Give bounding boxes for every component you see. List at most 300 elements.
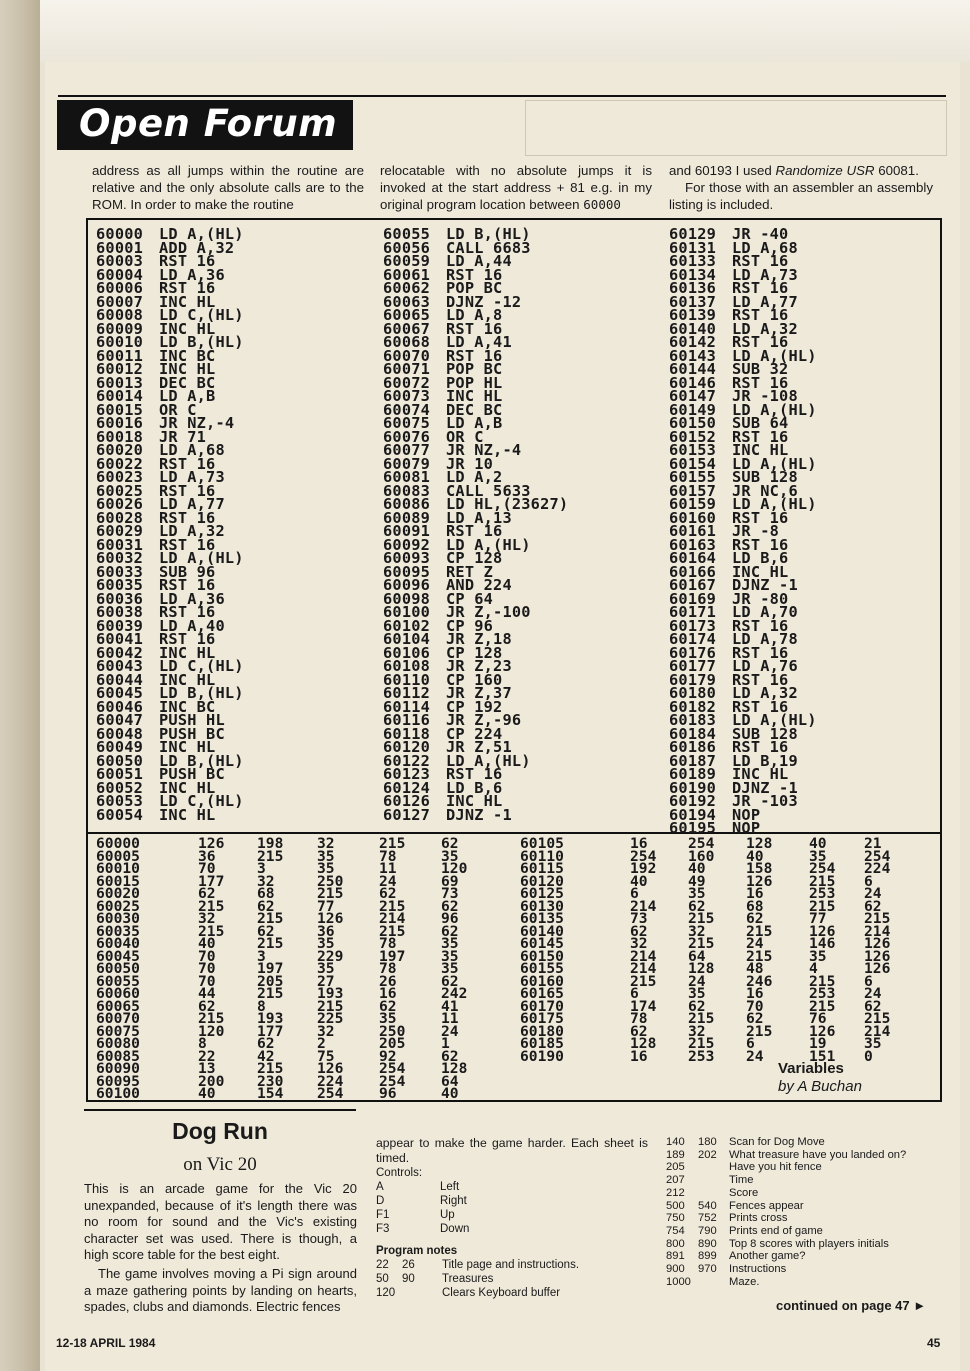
data-address: 60080 <box>96 1035 140 1052</box>
data-byte: 4 <box>809 960 818 977</box>
listing-instruction: JR Z,-100 <box>446 603 531 621</box>
data-address: 60180 <box>520 1022 564 1040</box>
note-line-end: 752 <box>698 1212 717 1225</box>
control-key: A <box>376 1181 384 1193</box>
note-text: Instructions <box>729 1263 787 1276</box>
data-byte: 174 <box>630 997 657 1015</box>
listing-instruction: RST 16 <box>732 697 789 716</box>
data-byte: 62 <box>688 997 706 1015</box>
data-byte: 215 <box>317 997 344 1015</box>
listing-address: 60195 <box>669 819 717 837</box>
listing-instruction: DEC BC <box>446 400 503 419</box>
data-byte: 229 <box>317 947 344 965</box>
listing-address: 60079 <box>383 454 431 473</box>
data-address: 60025 <box>96 897 140 915</box>
listing-address: 60050 <box>96 751 144 770</box>
listing-instruction: JR NC,6 <box>732 481 798 500</box>
listing-instruction: LD A,40 <box>159 616 225 635</box>
data-byte: 19 <box>809 1035 827 1052</box>
listing-instruction: JR 10 <box>446 454 494 473</box>
data-address: 60000 <box>96 835 140 852</box>
listing-instruction: RST 16 <box>732 535 789 554</box>
listing-instruction: INC HL <box>159 319 216 338</box>
listing-address: 60045 <box>96 684 144 702</box>
listing-address: 60026 <box>96 495 144 513</box>
section-banner <box>57 100 353 150</box>
data-byte: 215 <box>379 835 406 852</box>
data-address: 60130 <box>520 897 564 915</box>
data-byte: 62 <box>257 897 275 915</box>
listing-address: 60122 <box>383 751 431 770</box>
listing-address: 60059 <box>383 252 431 270</box>
listing-instruction: JR -40 <box>732 225 789 243</box>
data-address: 60015 <box>96 872 140 890</box>
intro-col3-command: Randomize USR <box>775 163 875 178</box>
control-key: F1 <box>376 1209 390 1221</box>
footer-date: 12-18 APRIL 1984 <box>56 1336 156 1350</box>
data-byte: 24 <box>864 885 882 902</box>
note-row <box>376 1272 648 1286</box>
listing-address: 60095 <box>383 562 431 581</box>
data-byte: 215 <box>379 922 406 940</box>
listing-address: 60114 <box>383 697 431 716</box>
data-byte: 62 <box>379 997 397 1015</box>
intro-column-2 <box>380 162 652 213</box>
listing-address: 60167 <box>669 576 717 594</box>
data-byte: 40 <box>809 835 827 852</box>
data-byte: 128 <box>630 1035 657 1052</box>
listing-address: 60048 <box>96 724 144 743</box>
data-byte: 36 <box>317 922 335 940</box>
data-byte: 215 <box>688 910 715 927</box>
data-byte: 77 <box>809 910 827 927</box>
listing-address: 60025 <box>96 481 144 500</box>
listing-instruction: POP BC <box>446 279 503 297</box>
note-line-start: 140 <box>666 1136 685 1148</box>
listing-address: 60120 <box>383 738 431 756</box>
control-key: F3 <box>376 1223 390 1235</box>
listing-address: 60171 <box>669 603 717 621</box>
data-address: 60185 <box>520 1035 564 1052</box>
note-text: Another game? <box>729 1250 806 1263</box>
listing-address: 60008 <box>96 306 144 324</box>
note-line-end <box>698 1187 729 1200</box>
note-line-start: 22 <box>376 1259 389 1271</box>
listing-instruction: LD A,73 <box>732 265 798 284</box>
data-byte: 62 <box>257 922 275 940</box>
listing-instruction: INC HL <box>732 441 789 459</box>
listing-instruction: DJNZ -1 <box>732 576 798 594</box>
note-row <box>376 1258 648 1272</box>
assembly-listing-column-3 <box>669 225 817 837</box>
data-byte: 254 <box>630 847 657 865</box>
listing-address: 60068 <box>383 333 431 351</box>
data-address: 60020 <box>96 885 140 902</box>
data-byte: 32 <box>630 935 648 952</box>
data-byte: 96 <box>441 910 459 927</box>
listing-address: 60187 <box>669 751 717 770</box>
data-byte: 6 <box>630 885 639 902</box>
listing-instruction: POP BC <box>446 360 503 378</box>
data-byte: 126 <box>809 922 836 940</box>
data-byte: 22 <box>198 1047 216 1065</box>
listing-address: 60029 <box>96 522 144 540</box>
note-line-end: 540 <box>698 1199 717 1212</box>
listing-instruction: RST 16 <box>159 252 216 270</box>
listing-instruction: ADD A,32 <box>159 238 235 257</box>
listing-address: 60000 <box>96 225 144 243</box>
listing-instruction: INC HL <box>159 292 216 311</box>
data-row <box>96 1085 501 1102</box>
data-byte: 62 <box>198 885 216 902</box>
listing-address: 60192 <box>669 792 717 810</box>
listing-instruction: LD A,32 <box>732 319 798 338</box>
data-byte: 35 <box>317 935 335 952</box>
listing-instruction: RST 16 <box>159 603 216 621</box>
note-line-end: 790 <box>698 1224 717 1237</box>
listing-address: 60161 <box>669 522 717 540</box>
control-key: D <box>376 1195 385 1207</box>
listing-instruction: RST 16 <box>732 670 789 689</box>
data-byte: 214 <box>630 960 657 977</box>
data-address: 60160 <box>520 972 564 990</box>
listing-address: 60091 <box>383 522 431 540</box>
listing-address: 60053 <box>96 792 144 810</box>
listing-instruction: JR -8 <box>732 522 780 540</box>
data-byte: 35 <box>317 960 335 977</box>
data-byte: 120 <box>441 860 468 877</box>
data-byte: 126 <box>317 910 344 927</box>
note-line-start: 800 <box>666 1237 685 1250</box>
control-action: Down <box>440 1223 470 1235</box>
data-address: 60065 <box>96 997 140 1015</box>
listing-instruction: CP 128 <box>446 643 503 662</box>
listing-address: 60043 <box>96 657 144 675</box>
data-byte: 32 <box>257 872 275 890</box>
control-action: Up <box>440 1209 455 1221</box>
data-byte: 253 <box>809 885 836 902</box>
listing-instruction: LD A,36 <box>159 265 225 284</box>
data-table-right <box>520 835 914 1065</box>
listing-address: 60065 <box>383 306 431 324</box>
data-row <box>520 897 914 915</box>
listing-instruction: LD A,36 <box>159 589 225 608</box>
listing-address: 60112 <box>383 684 431 702</box>
data-byte: 215 <box>688 1010 715 1027</box>
data-byte: 36 <box>198 847 216 865</box>
data-byte: 8 <box>198 1035 207 1052</box>
listing-address: 60075 <box>383 414 431 432</box>
listing-address: 60015 <box>96 400 144 419</box>
note-text: What treasure have you landed on? <box>729 1148 907 1161</box>
listing-address: 60076 <box>383 427 431 446</box>
data-byte: 16 <box>630 835 648 852</box>
listing-instruction: RST 16 <box>159 508 216 527</box>
listing-instruction: PUSH HL <box>159 711 225 729</box>
listing-address: 60169 <box>669 589 717 608</box>
listing-address: 60157 <box>669 481 717 500</box>
listing-address: 60074 <box>383 400 431 419</box>
data-address: 60110 <box>520 847 564 865</box>
listing-instruction: RST 16 <box>159 630 216 648</box>
listing-instruction: CP 64 <box>446 589 494 608</box>
listing-instruction: INC HL <box>159 670 216 689</box>
note-text: Prints cross <box>729 1212 788 1225</box>
data-byte: 225 <box>317 1010 344 1027</box>
data-byte: 40 <box>441 1085 459 1102</box>
note-row <box>666 1161 946 1174</box>
listing-address: 60028 <box>96 508 144 527</box>
listing-address: 60092 <box>383 535 431 554</box>
listing-instruction: OR C <box>446 427 484 446</box>
data-byte: 126 <box>864 960 891 977</box>
article-rule <box>84 1109 356 1111</box>
listing-instruction: JR NZ,-4 <box>446 441 522 459</box>
note-line-start: 120 <box>376 1287 396 1299</box>
data-row <box>520 1022 914 1040</box>
listing-instruction: RST 16 <box>159 279 216 297</box>
data-byte: 35 <box>441 947 459 965</box>
listing-instruction: RST 16 <box>159 454 216 473</box>
show-through-advert <box>525 100 947 156</box>
data-byte: 2 <box>317 1035 326 1052</box>
listing-instruction: AND 224 <box>446 576 512 594</box>
listing-instruction: LD A,68 <box>159 441 225 459</box>
note-row <box>376 1286 648 1300</box>
listing-address: 60134 <box>669 265 717 284</box>
listing-instruction: LD A,70 <box>732 603 798 621</box>
listing-instruction: LD A,2 <box>446 468 503 486</box>
data-byte: 13 <box>198 1060 216 1077</box>
data-address: 60120 <box>520 872 564 890</box>
data-byte: 62 <box>441 835 459 852</box>
data-address: 60100 <box>96 1085 140 1102</box>
listing-address: 60022 <box>96 454 144 473</box>
data-row <box>520 1035 914 1052</box>
note-row <box>666 1187 946 1200</box>
data-byte: 215 <box>630 972 657 990</box>
note-line-end: 890 <box>698 1237 717 1250</box>
data-byte: 62 <box>864 997 882 1015</box>
listing-address: 60020 <box>96 441 144 459</box>
listing-address: 60142 <box>669 333 717 351</box>
data-byte: 192 <box>630 860 657 877</box>
data-byte: 215 <box>257 935 284 952</box>
data-row <box>520 910 914 927</box>
listing-address: 60072 <box>383 373 431 392</box>
data-byte: 242 <box>441 985 468 1002</box>
listing-address: 60139 <box>669 306 717 324</box>
listing-address: 60010 <box>96 333 144 351</box>
data-byte: 73 <box>441 885 459 902</box>
intro-column-3 <box>669 162 933 213</box>
listing-instruction: SUB 32 <box>732 360 789 378</box>
listing-instruction: INC HL <box>732 562 789 581</box>
listing-instruction: INC HL <box>159 805 216 824</box>
data-byte: 177 <box>198 872 225 890</box>
data-byte: 62 <box>441 1047 459 1065</box>
data-row <box>520 997 914 1015</box>
note-line-end <box>698 1161 729 1174</box>
continued-link[interactable] <box>776 1298 926 1313</box>
note-text: Scan for Dog Move <box>729 1136 825 1148</box>
note-line-start: 1000 <box>666 1275 691 1288</box>
note-line-start: 212 <box>666 1186 685 1199</box>
data-byte: 215 <box>809 972 836 990</box>
assembly-listing-column-2 <box>383 225 569 824</box>
listing-address: 60039 <box>96 616 144 635</box>
listing-address: 60033 <box>96 562 144 581</box>
listing-instruction: PUSH BC <box>159 765 225 783</box>
listing-instruction: INC HL <box>159 778 216 797</box>
data-byte: 75 <box>317 1047 335 1065</box>
listing-address: 60044 <box>96 670 144 689</box>
data-address: 60125 <box>520 885 564 902</box>
listing-instruction: LD A,(HL) <box>732 400 817 419</box>
data-byte: 254 <box>379 1072 406 1090</box>
data-byte: 62 <box>257 1035 275 1052</box>
listing-address: 60154 <box>669 454 717 473</box>
data-byte: 62 <box>688 897 706 915</box>
listing-address: 60007 <box>96 292 144 311</box>
data-byte: 126 <box>746 872 773 890</box>
data-byte: 215 <box>864 1010 891 1027</box>
data-byte: 70 <box>198 972 216 990</box>
data-byte: 160 <box>688 847 715 865</box>
listing-instruction: LD C,(HL) <box>159 657 244 675</box>
data-byte: 214 <box>379 910 406 927</box>
data-byte: 128 <box>441 1060 468 1077</box>
listing-instruction: INC HL <box>159 643 216 662</box>
listing-instruction: CP 224 <box>446 724 503 743</box>
listing-credit <box>778 1060 862 1096</box>
listing-instruction: LD A,44 <box>446 252 512 270</box>
data-byte: 215 <box>746 1022 773 1040</box>
data-row <box>520 885 914 902</box>
data-byte: 40 <box>688 860 706 877</box>
listing-instruction: CP 192 <box>446 697 503 716</box>
data-byte: 215 <box>746 947 773 965</box>
note-row <box>666 1149 946 1162</box>
program-notes-list <box>376 1258 648 1300</box>
data-byte: 62 <box>441 897 459 915</box>
listing-address: 60124 <box>383 778 431 797</box>
data-address: 60085 <box>96 1047 140 1065</box>
data-byte: 224 <box>864 860 891 877</box>
article-column-2 <box>376 1136 648 1300</box>
data-byte: 197 <box>257 960 284 977</box>
data-byte: 205 <box>379 1035 406 1052</box>
listing-address: 60047 <box>96 711 144 729</box>
data-address: 60135 <box>520 910 564 927</box>
data-byte: 253 <box>688 1047 715 1065</box>
data-byte: 62 <box>441 972 459 990</box>
program-notes-label: Program notes <box>376 1245 458 1257</box>
data-address: 60055 <box>96 972 140 990</box>
data-byte: 215 <box>379 897 406 915</box>
listing-instruction: RST 16 <box>732 508 789 527</box>
program-notes-continued <box>666 1136 946 1288</box>
data-byte: 120 <box>198 1022 225 1040</box>
listing-address: 60018 <box>96 427 144 446</box>
listing-instruction: JR -108 <box>732 387 798 405</box>
listing-instruction: LD A,76 <box>732 657 798 675</box>
listing-instruction: INC HL <box>159 360 216 378</box>
listing-instruction: LD A,8 <box>446 306 503 324</box>
intro-col3-f: For those with an assembler an assembly listing is included. <box>669 180 933 212</box>
listing-address: 60041 <box>96 630 144 648</box>
page-number: 45 <box>927 1336 941 1350</box>
data-row <box>520 985 914 1002</box>
data-address: 60115 <box>520 860 564 877</box>
intro-column-2-address: 60000 <box>583 197 621 212</box>
data-byte: 215 <box>809 872 836 890</box>
note-line-end: 180 <box>698 1136 717 1148</box>
data-row <box>520 847 914 865</box>
data-row <box>520 835 914 852</box>
data-address: 60090 <box>96 1060 140 1077</box>
note-text: Have you hit fence <box>729 1161 822 1174</box>
note-line-start: 50 <box>376 1273 389 1285</box>
listing-address: 60189 <box>669 765 717 783</box>
data-byte: 32 <box>317 1022 335 1040</box>
data-byte: 254 <box>688 835 715 852</box>
listing-address: 60182 <box>669 697 717 716</box>
intro-column-1: address as all jumps within the routine are relative and the only absolute calls are to the ROM. In order to make the routine <box>92 163 364 212</box>
article-col2-paragraph: appear to make the game harder. Each sheet is timed. <box>376 1136 648 1165</box>
listing-instruction: CALL 6683 <box>446 238 531 257</box>
data-byte: 92 <box>379 1047 397 1065</box>
data-byte: 62 <box>630 1022 648 1040</box>
listing-address: 60014 <box>96 387 144 405</box>
listing-address: 60160 <box>669 508 717 527</box>
data-address: 60155 <box>520 960 564 977</box>
listing-address: 60038 <box>96 603 144 621</box>
listing-instruction: LD HL,(23627) <box>446 495 569 513</box>
data-address: 60150 <box>520 947 564 965</box>
listing-address: 60036 <box>96 589 144 608</box>
listing-line <box>383 805 568 824</box>
data-byte: 254 <box>864 847 891 865</box>
listing-instruction: NOP <box>732 805 761 824</box>
listing-instruction: INC HL <box>446 387 503 405</box>
listing-address: 60166 <box>669 562 717 581</box>
intro-column-2-text: relocatable with no absolute jumps it is invoked at the start address + 81 e.g. in my original program location between <box>380 163 652 212</box>
data-byte: 16 <box>746 985 764 1002</box>
data-row <box>520 872 914 890</box>
data-byte: 8 <box>257 997 266 1015</box>
data-address: 60140 <box>520 922 564 940</box>
listing-address: 60152 <box>669 427 717 446</box>
data-byte: 3 <box>257 860 266 877</box>
data-byte: 24 <box>379 872 397 890</box>
listing-instruction: LD A,B <box>446 414 503 432</box>
listing-address: 60163 <box>669 535 717 554</box>
data-byte: 44 <box>198 985 216 1002</box>
data-byte: 215 <box>864 910 891 927</box>
data-byte: 126 <box>809 1022 836 1040</box>
listing-address: 60126 <box>383 792 431 810</box>
data-row <box>520 922 914 940</box>
data-byte: 78 <box>379 847 397 865</box>
data-address: 60050 <box>96 960 140 977</box>
listing-instruction: LD A,68 <box>732 238 798 257</box>
listing-instruction: SUB 64 <box>732 414 789 432</box>
listing-address: 60155 <box>669 468 717 486</box>
intro-col3-address: 60193 <box>694 163 732 178</box>
data-byte: 78 <box>379 960 397 977</box>
data-byte: 214 <box>630 947 657 965</box>
